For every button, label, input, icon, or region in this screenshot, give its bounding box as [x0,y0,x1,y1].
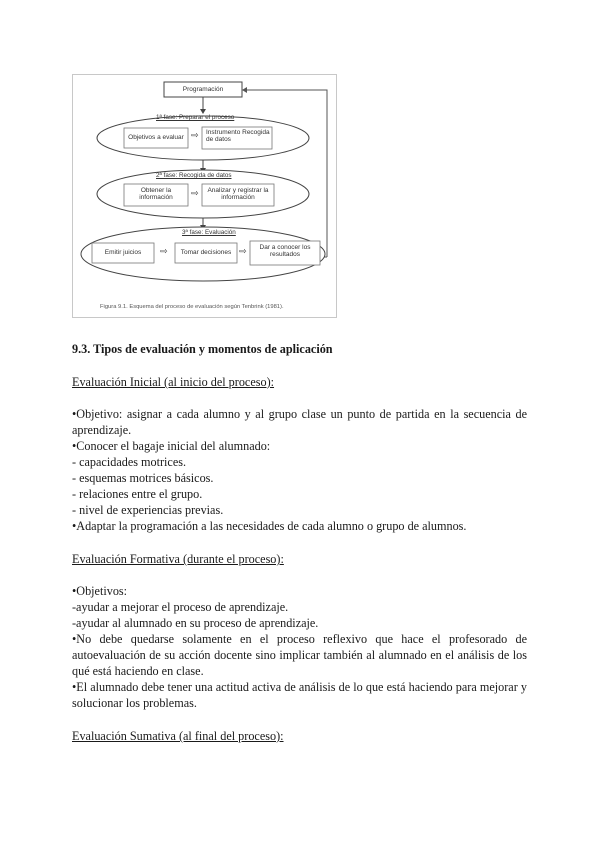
phase2-arrow-icon: ⇨ [191,188,199,198]
inicial-item-4: - nivel de experiencias previas. [72,503,224,517]
formativa-objetivos: •Objetivos: [72,584,128,598]
inicial-objetivo: •Objetivo: asignar a cada alumno y al grupo clase un punto de partida en la secuencia de aprendizaje. [72,407,527,437]
inicial-item-1: - capacidades motrices. [72,455,187,469]
phase2-title: 2ª fase: Recogida de datos [156,172,232,179]
formativa-title: Evaluación Formativa (durante el proceso): [72,552,284,566]
phase2-left-label: Obtener la información [139,187,173,202]
inicial-item-3: - relaciones entre el grupo. [72,487,203,501]
phase3-middle-label: Tomar decisiones [180,249,232,256]
phase3-title: 3ª fase: Evaluación [182,229,236,236]
formativa-item-1: -ayudar a mejorar el proceso de aprendizaje. [72,600,289,614]
inicial-conocer: •Conocer el bagaje inicial del alumnado: [72,439,271,453]
phase3-arrow-icon-1: ⇨ [160,246,168,256]
inicial-item-2: - esquemas motrices básicos. [72,471,214,485]
phase1-arrow-icon: ⇨ [191,130,199,140]
phase3-left-label: Emitir juicios [104,249,142,256]
inicial-title: Evaluación Inicial (al inicio del proceso): [72,375,275,389]
phase2-right-label: Analizar y registrar la información [207,187,269,202]
formativa-actitud: •El alumnado debe tener una actitud activa de análisis de lo que está haciendo para mejorar y solucionar los problemas. [72,680,527,710]
phase3-right-label: Dar a conocer los resultados [259,244,311,259]
section-heading: 9.3. Tipos de evaluación y momentos de aplicación [72,342,333,356]
phase1-left-label: Objetivos a evaluar [128,134,184,141]
phase1-title: 1ª fase: Preparar el proceso [156,114,235,121]
programacion-label: Programación [182,86,224,93]
formativa-no-debe: •No debe quedarse solamente en el proceso reflexivo que hace el profesorado de autoevaluación de su acción docente sino implicar también al alumnado en el análisis de los qué está haciendo en clase. [72,632,527,678]
figure-caption: Figura 9.1. Esquema del proceso de evaluación según Tenbrink (1981). [100,304,284,310]
phase3-arrow-icon-2: ⇨ [239,246,247,256]
sumativa-title: Evaluación Sumativa (al final del proceso): [72,729,284,743]
phase1-right-label: Instrumento Recogida de datos [206,129,270,144]
evaluation-process-figure [72,74,337,318]
inicial-adaptar: •Adaptar la programación a las necesidades de cada alumno o grupo de alumnos. [72,519,467,533]
formativa-item-2: -ayudar al alumnado en su proceso de aprendizaje. [72,616,319,630]
